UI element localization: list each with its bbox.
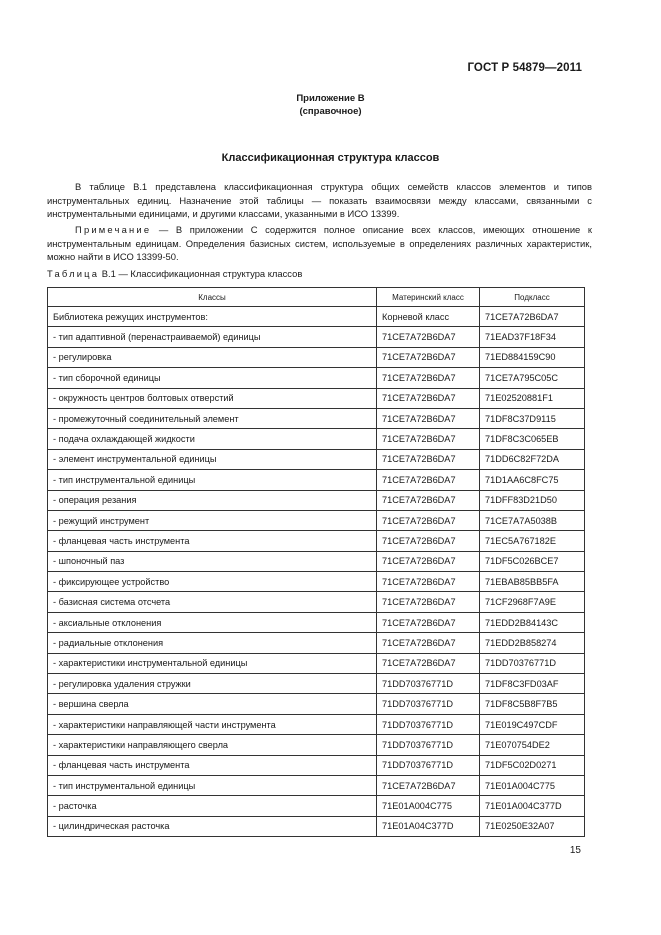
table-caption [47,268,302,279]
cell-subclass: 71E01A004C775 [480,775,585,795]
cell-subclass: 71DF5C026BCE7 [480,551,585,571]
cell-parent-class: 71E01A04C377D [377,816,480,836]
table-row [48,592,585,612]
table-row [48,674,585,694]
table-row [48,347,585,367]
cell-parent-class: 71CE7A72B6DA7 [377,653,480,673]
cell-subclass: 71E01A004C377D [480,796,585,816]
cell-parent-class: 71CE7A72B6DA7 [377,347,480,367]
cell-subclass: 71DF5C02D0271 [480,755,585,775]
cell-parent-class: 71DD70376771D [377,735,480,755]
classes-table [47,287,585,837]
cell-class: - тип сборочной единицы [48,368,377,388]
section-heading: Классификационная структура классов [221,152,440,164]
table-row [48,307,585,327]
caption-text: В.1 — Классификационная структура классов [99,268,303,279]
cell-subclass: 71E02520881F1 [480,388,585,408]
appendix-subtitle: (справочное) [299,106,362,117]
cell-class: - фиксирующее устройство [48,572,377,592]
table-row [48,572,585,592]
cell-parent-class: 71CE7A72B6DA7 [377,408,480,428]
table-row [48,551,585,571]
cell-class: - базисная система отсчета [48,592,377,612]
cell-class: - вершина сверла [48,694,377,714]
cell-subclass: 71CF2968F7A9E [480,592,585,612]
intro-text: В таблице В.1 представлена классификационная структура общих семейств классов элементов и типов инструментальных единиц. Назначение этой таблицы — показать взаимосвязи между классами, связанными с инструментальными единицами, и другими классами, указанными в ИСО 13399. [47,181,592,219]
cell-subclass: 71DF8C3FD03AF [480,674,585,694]
cell-parent-class: 71CE7A72B6DA7 [377,592,480,612]
cell-class: - тип инструментальной единицы [48,470,377,490]
caption-label: Таблица [47,268,100,279]
appendix-title: Приложение В [296,93,365,104]
cell-class: - элемент инструментальной единицы [48,449,377,469]
cell-class: - характеристики направляющей части инструмента [48,714,377,734]
note-text: — В приложении С содержится полное описание всех классов, имеющих отношение к инструментальным единицам. Определения базисных систем, используемые в определениях различных характеристик, можно найти в ИСО 13399-50. [47,224,592,262]
table-row [48,653,585,673]
cell-subclass: 71EAD37F18F34 [480,327,585,347]
cell-parent-class: 71CE7A72B6DA7 [377,470,480,490]
note-label: Примечание [75,224,152,235]
table-row [48,408,585,428]
table-row [48,796,585,816]
cell-parent-class: 71DD70376771D [377,694,480,714]
cell-class: - регулировка [48,347,377,367]
cell-subclass: 71ED884159C90 [480,347,585,367]
cell-subclass: 71CE7A795C05C [480,368,585,388]
cell-subclass: 71DF8C5B8F7B5 [480,694,585,714]
cell-parent-class: 71CE7A72B6DA7 [377,572,480,592]
table-row [48,775,585,795]
table-row [48,368,585,388]
cell-parent-class: Корневой класс [377,307,480,327]
cell-class: Библиотека режущих инструментов: [48,307,377,327]
cell-parent-class: 71DD70376771D [377,714,480,734]
cell-subclass: 71CE7A7A5038B [480,510,585,530]
cell-subclass: 71EBAB85BB5FA [480,572,585,592]
table-header-row [48,288,585,307]
cell-subclass: 71EDD2B858274 [480,633,585,653]
cell-parent-class: 71CE7A72B6DA7 [377,327,480,347]
standard-number: ГОСТ Р 54879—2011 [467,62,582,74]
page-number: 15 [569,845,581,856]
cell-parent-class: 71CE7A72B6DA7 [377,429,480,449]
cell-class: - аксиальные отклонения [48,612,377,632]
cell-parent-class: 71CE7A72B6DA7 [377,510,480,530]
cell-class: - операция резания [48,490,377,510]
cell-class: - окружность центров болтовых отверстий [48,388,377,408]
table-row [48,470,585,490]
cell-parent-class: 71CE7A72B6DA7 [377,449,480,469]
cell-subclass: 71CE7A72B6DA7 [480,307,585,327]
header-classes: Классы [48,288,377,307]
cell-subclass: 71DD6C82F72DA [480,449,585,469]
cell-class: - радиальные отклонения [48,633,377,653]
header-subclass: Подкласс [480,288,585,307]
cell-parent-class: 71CE7A72B6DA7 [377,633,480,653]
header-parent-class: Материнский класс [377,288,480,307]
cell-class: - характеристики инструментальной единицы [48,653,377,673]
cell-class: - шпоночный паз [48,551,377,571]
cell-parent-class: 71CE7A72B6DA7 [377,368,480,388]
cell-parent-class: 71CE7A72B6DA7 [377,531,480,551]
table-row [48,388,585,408]
table-row [48,816,585,836]
table-row [48,449,585,469]
note-paragraph [47,223,592,264]
table-row [48,490,585,510]
table-row [48,429,585,449]
table-row [48,714,585,734]
cell-subclass: 71DF8C37D9115 [480,408,585,428]
cell-class: - промежуточный соединительный элемент [48,408,377,428]
cell-subclass: 71DD70376771D [480,653,585,673]
table-row [48,633,585,653]
table-row [48,510,585,530]
cell-class: - подача охлаждающей жидкости [48,429,377,449]
cell-subclass: 71E0250E32A07 [480,816,585,836]
cell-parent-class: 71DD70376771D [377,755,480,775]
cell-class: - расточка [48,796,377,816]
table-row [48,327,585,347]
intro-paragraph [47,180,592,221]
cell-parent-class: 71CE7A72B6DA7 [377,551,480,571]
cell-subclass: 71DFF83D21D50 [480,490,585,510]
table-row [48,612,585,632]
cell-subclass: 71DF8C3C065EB [480,429,585,449]
cell-parent-class: 71CE7A72B6DA7 [377,388,480,408]
cell-subclass: 71E019C497CDF [480,714,585,734]
cell-parent-class: 71E01A004C775 [377,796,480,816]
cell-subclass: 71E070754DE2 [480,735,585,755]
cell-subclass: 71D1AA6C8FC75 [480,470,585,490]
cell-class: - тип адаптивной (перенастраиваемой) единицы [48,327,377,347]
cell-parent-class: 71CE7A72B6DA7 [377,490,480,510]
cell-class: - характеристики направляющего сверла [48,735,377,755]
cell-subclass: 71EC5A767182E [480,531,585,551]
table-row [48,755,585,775]
table-row [48,531,585,551]
appendix-block [0,92,661,118]
cell-parent-class: 71CE7A72B6DA7 [377,612,480,632]
cell-class: - тип инструментальной единицы [48,775,377,795]
cell-class: - фланцевая часть инструмента [48,531,377,551]
cell-class: - фланцевая часть инструмента [48,755,377,775]
cell-class: - режущий инструмент [48,510,377,530]
cell-parent-class: 71DD70376771D [377,674,480,694]
table-row [48,735,585,755]
cell-class: - цилиндрическая расточка [48,816,377,836]
cell-parent-class: 71CE7A72B6DA7 [377,775,480,795]
cell-class: - регулировка удаления стружки [48,674,377,694]
table-row [48,694,585,714]
cell-subclass: 71EDD2B84143C [480,612,585,632]
